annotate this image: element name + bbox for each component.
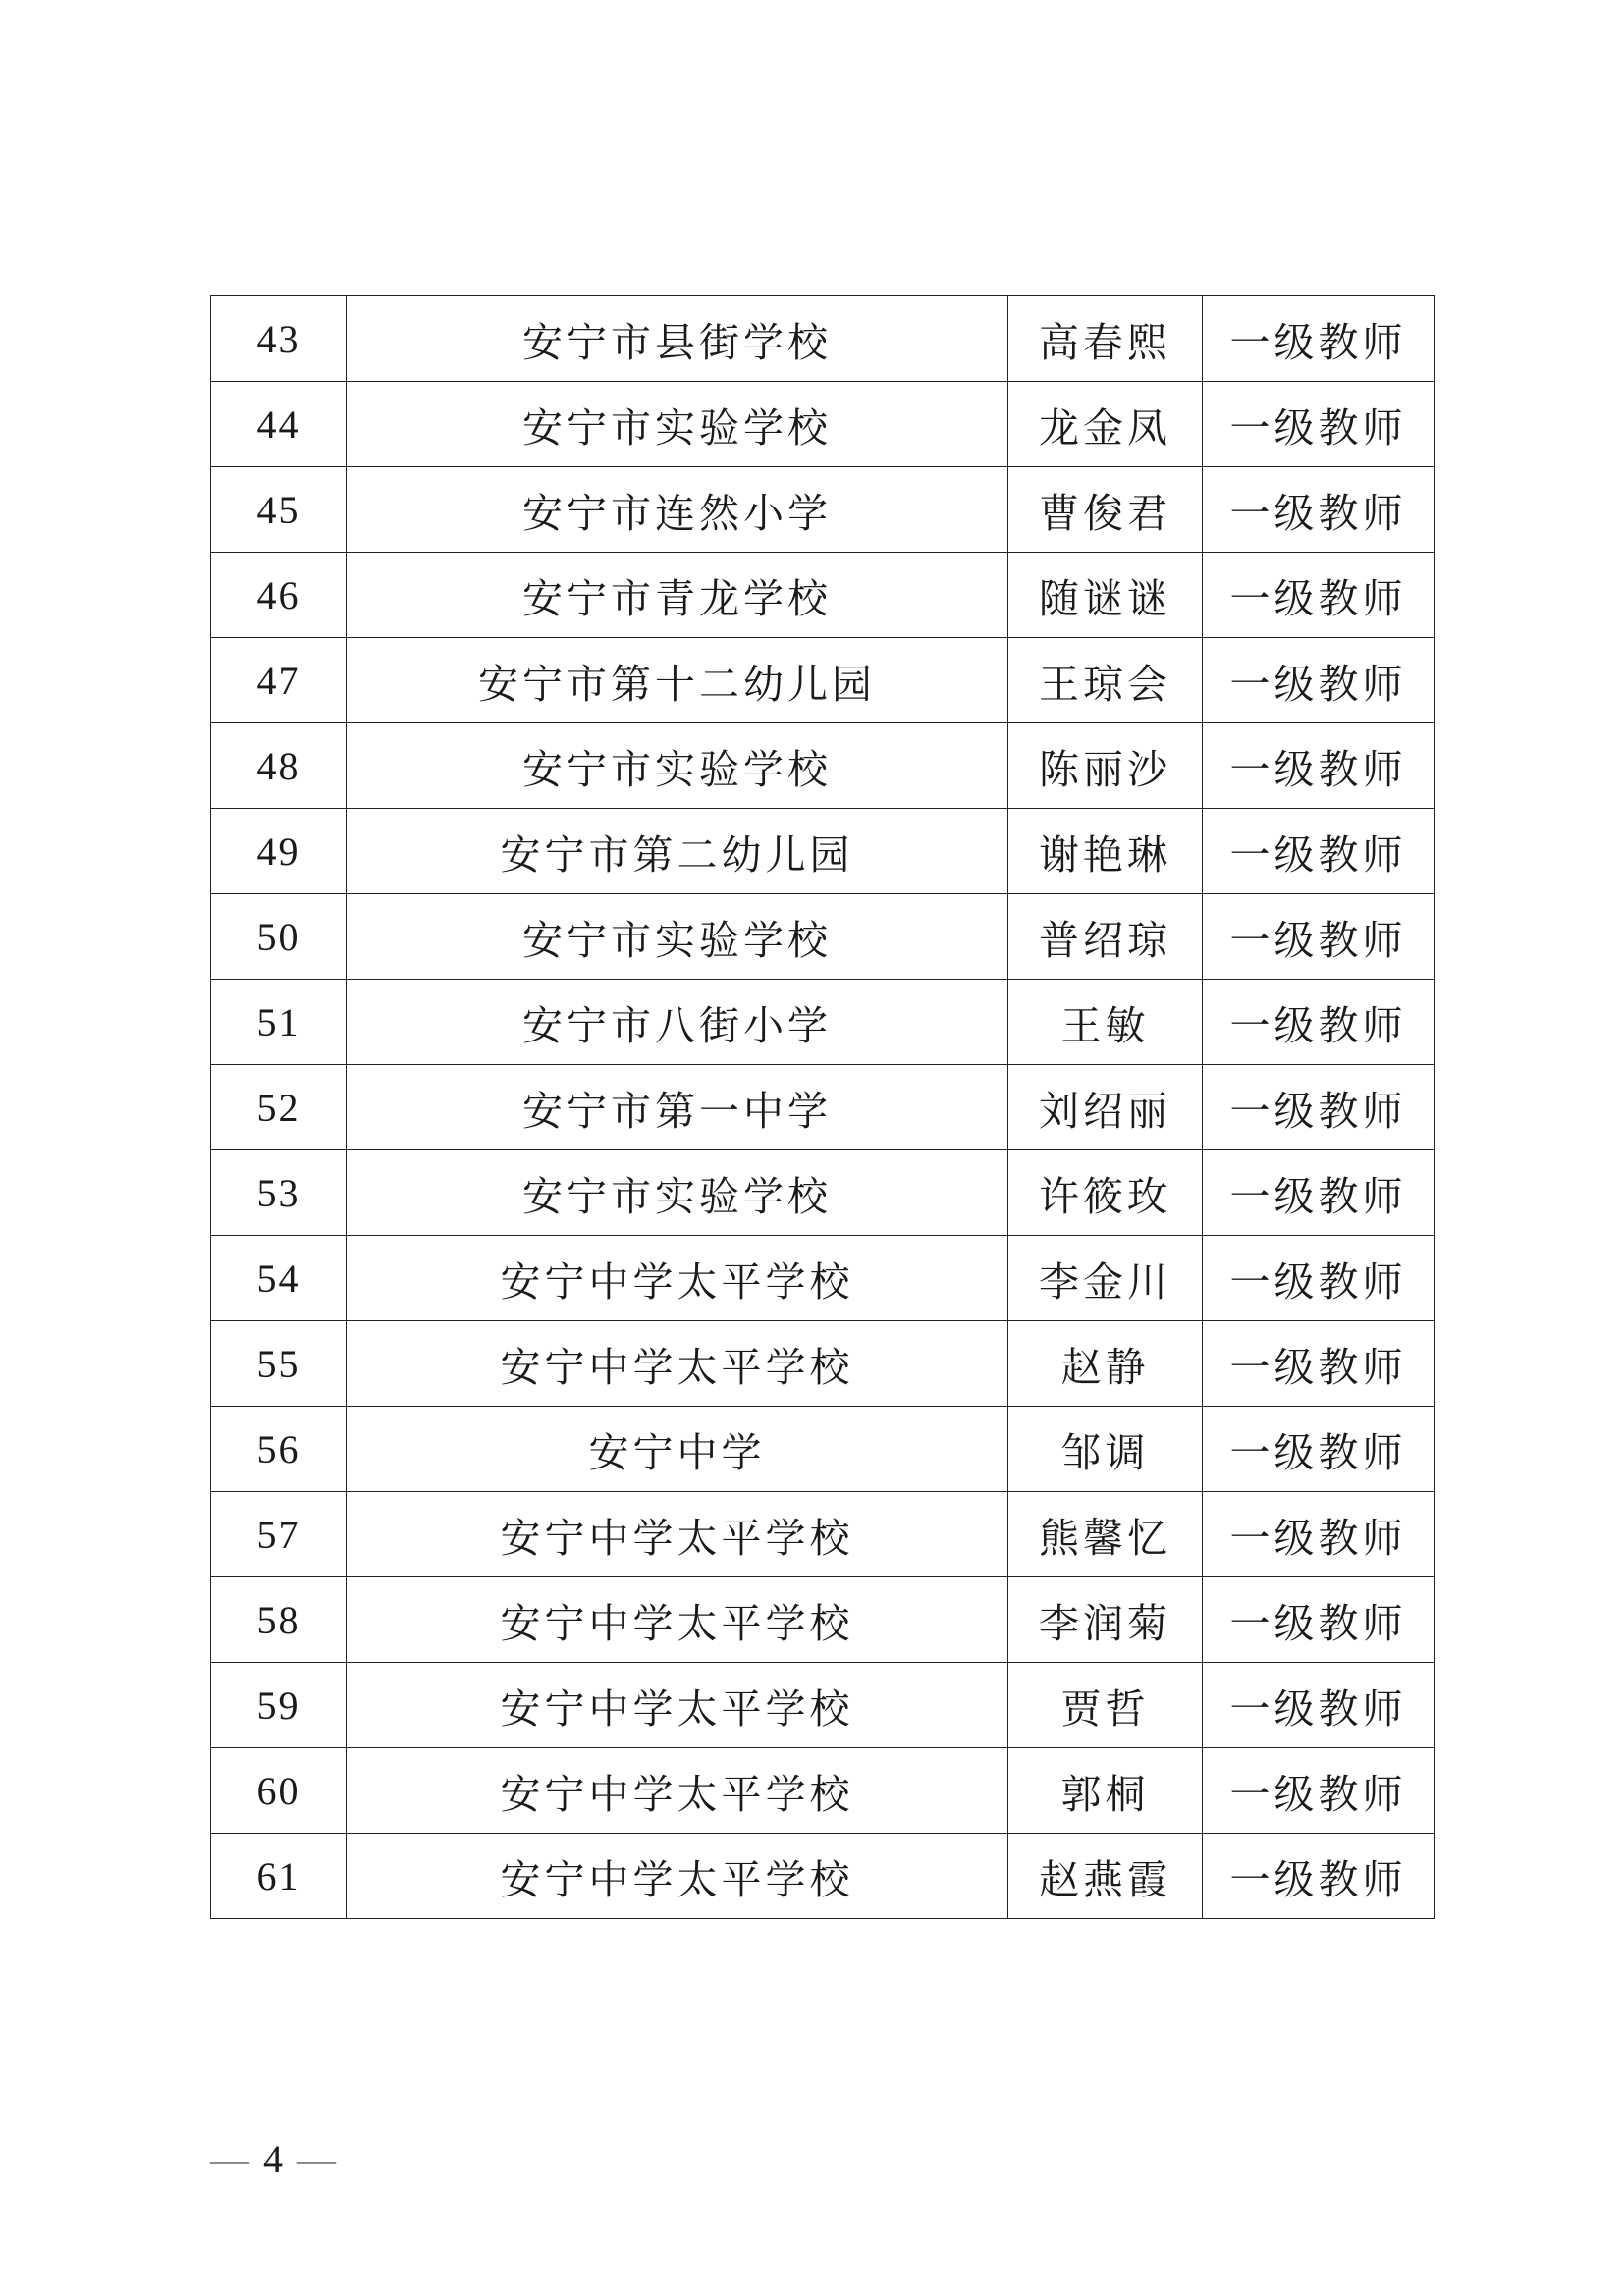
table-row [211, 467, 1435, 553]
teacher-name-cell: 赵燕霞 [1008, 1834, 1203, 1919]
school-cell: 安宁市第十二幼儿园 [347, 638, 1008, 723]
row-number: 53 [211, 1150, 347, 1236]
row-number: 48 [211, 723, 347, 809]
row-number: 47 [211, 638, 347, 723]
table-row [211, 1407, 1435, 1492]
title-cell: 一级教师 [1203, 894, 1435, 980]
row-number: 51 [211, 980, 347, 1065]
teacher-name-cell: 贾哲 [1008, 1663, 1203, 1748]
teacher-name-cell: 赵静 [1008, 1321, 1203, 1407]
teacher-name-cell: 高春熙 [1008, 296, 1203, 382]
school-cell: 安宁中学太平学校 [347, 1663, 1008, 1748]
title-cell: 一级教师 [1203, 1150, 1435, 1236]
title-cell: 一级教师 [1203, 1236, 1435, 1321]
teacher-name-cell: 许筱玫 [1008, 1150, 1203, 1236]
teacher-name-cell: 刘绍丽 [1008, 1065, 1203, 1150]
school-cell: 安宁市实验学校 [347, 1150, 1008, 1236]
table-row [211, 1834, 1435, 1919]
table-row [211, 1150, 1435, 1236]
title-cell: 一级教师 [1203, 553, 1435, 638]
page-number: — 4 — [210, 2137, 338, 2181]
school-cell: 安宁中学太平学校 [347, 1834, 1008, 1919]
school-cell: 安宁中学 [347, 1407, 1008, 1492]
row-number: 49 [211, 809, 347, 894]
teacher-name-cell: 李金川 [1008, 1236, 1203, 1321]
teacher-name-cell: 曹俊君 [1008, 467, 1203, 553]
title-cell: 一级教师 [1203, 1834, 1435, 1919]
teacher-name-cell: 李润菊 [1008, 1577, 1203, 1663]
teacher-name-cell: 龙金凤 [1008, 382, 1203, 467]
row-number: 45 [211, 467, 347, 553]
title-cell: 一级教师 [1203, 1492, 1435, 1577]
school-cell: 安宁市县街学校 [347, 296, 1008, 382]
table-row [211, 1577, 1435, 1663]
table-row [211, 1492, 1435, 1577]
title-cell: 一级教师 [1203, 723, 1435, 809]
table-row [211, 296, 1435, 382]
school-cell: 安宁市实验学校 [347, 723, 1008, 809]
row-number: 56 [211, 1407, 347, 1492]
table-row [211, 553, 1435, 638]
title-cell: 一级教师 [1203, 382, 1435, 467]
school-cell: 安宁市连然小学 [347, 467, 1008, 553]
school-cell: 安宁市实验学校 [347, 382, 1008, 467]
title-cell: 一级教师 [1203, 296, 1435, 382]
school-cell: 安宁市第一中学 [347, 1065, 1008, 1150]
school-cell: 安宁中学太平学校 [347, 1577, 1008, 1663]
school-cell: 安宁市八街小学 [347, 980, 1008, 1065]
teacher-name-cell: 普绍琼 [1008, 894, 1203, 980]
row-number: 46 [211, 553, 347, 638]
row-number: 59 [211, 1663, 347, 1748]
title-cell: 一级教师 [1203, 1407, 1435, 1492]
school-cell: 安宁市第二幼儿园 [347, 809, 1008, 894]
teacher-name-cell: 王敏 [1008, 980, 1203, 1065]
table-row [211, 382, 1435, 467]
teacher-name-cell: 陈丽沙 [1008, 723, 1203, 809]
table-row [211, 1748, 1435, 1834]
table-row [211, 1663, 1435, 1748]
school-cell: 安宁市青龙学校 [347, 553, 1008, 638]
school-cell: 安宁中学太平学校 [347, 1748, 1008, 1834]
row-number: 57 [211, 1492, 347, 1577]
table-row [211, 638, 1435, 723]
title-cell: 一级教师 [1203, 980, 1435, 1065]
title-cell: 一级教师 [1203, 1577, 1435, 1663]
teacher-name-cell: 谢艳琳 [1008, 809, 1203, 894]
title-cell: 一级教师 [1203, 1748, 1435, 1834]
table-row [211, 980, 1435, 1065]
row-number: 43 [211, 296, 347, 382]
row-number: 60 [211, 1748, 347, 1834]
table-row [211, 1065, 1435, 1150]
school-cell: 安宁中学太平学校 [347, 1492, 1008, 1577]
teacher-roster-table [210, 295, 1435, 1919]
title-cell: 一级教师 [1203, 1065, 1435, 1150]
title-cell: 一级教师 [1203, 467, 1435, 553]
table-body [211, 296, 1435, 1919]
title-cell: 一级教师 [1203, 1321, 1435, 1407]
table-row [211, 1321, 1435, 1407]
teacher-name-cell: 邹调 [1008, 1407, 1203, 1492]
title-cell: 一级教师 [1203, 1663, 1435, 1748]
school-cell: 安宁中学太平学校 [347, 1321, 1008, 1407]
teacher-name-cell: 王琼会 [1008, 638, 1203, 723]
table-row [211, 809, 1435, 894]
school-cell: 安宁中学太平学校 [347, 1236, 1008, 1321]
title-cell: 一级教师 [1203, 638, 1435, 723]
row-number: 61 [211, 1834, 347, 1919]
table-row [211, 723, 1435, 809]
row-number: 50 [211, 894, 347, 980]
title-cell: 一级教师 [1203, 809, 1435, 894]
row-number: 55 [211, 1321, 347, 1407]
row-number: 54 [211, 1236, 347, 1321]
school-cell: 安宁市实验学校 [347, 894, 1008, 980]
row-number: 52 [211, 1065, 347, 1150]
teacher-name-cell: 熊馨忆 [1008, 1492, 1203, 1577]
teacher-name-cell: 随谜谜 [1008, 553, 1203, 638]
teacher-name-cell: 郭桐 [1008, 1748, 1203, 1834]
table-row [211, 1236, 1435, 1321]
row-number: 44 [211, 382, 347, 467]
table-row [211, 894, 1435, 980]
row-number: 58 [211, 1577, 347, 1663]
